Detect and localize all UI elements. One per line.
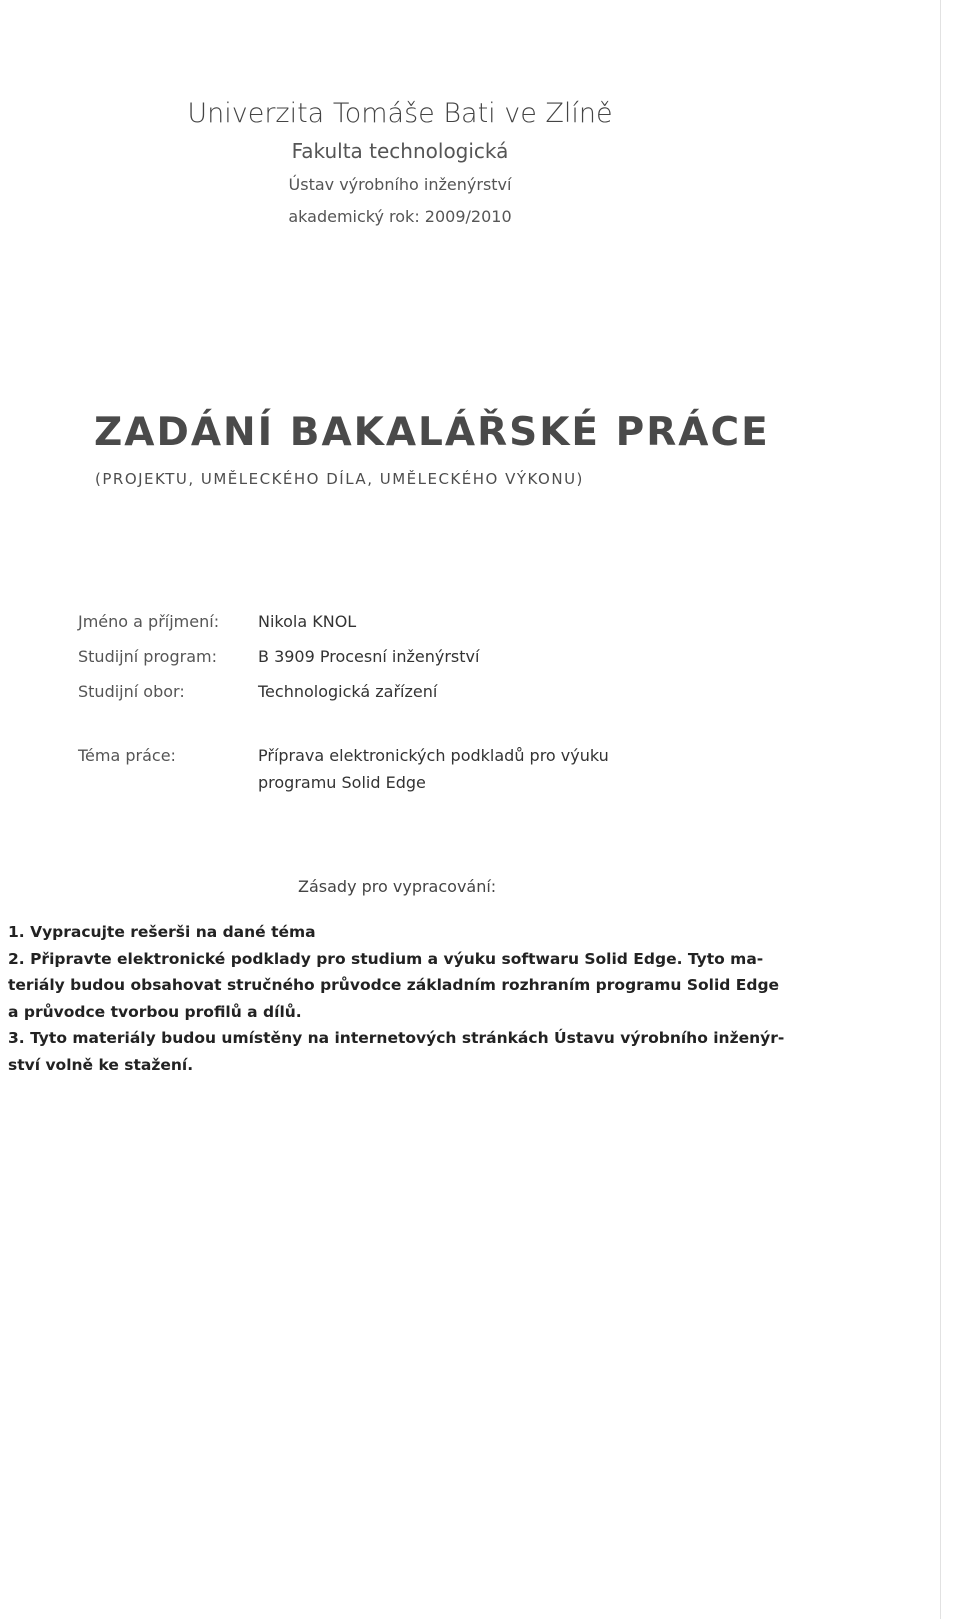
student-name-value: Nikola KNOL <box>258 612 357 631</box>
topic-label: Téma práce: <box>78 746 176 765</box>
principles-line: 2. Připravte elektronické podklady pro studium a výuku softwaru Solid Edge. Tyto ma- <box>8 949 764 968</box>
principles-line: a průvodce tvorbou profilů a dílů. <box>8 1002 302 1021</box>
principles-list <box>8 919 808 1078</box>
student-name-label: Jméno a příjmení: <box>78 612 220 631</box>
principles-line: ství volně ke stažení. <box>8 1055 194 1074</box>
study-program-value: B 3909 Procesní inženýrství <box>258 647 480 666</box>
principles-line: teriály budou obsahovat stručného průvodce základním rozhraním programu Solid Edge <box>8 976 780 994</box>
principles-heading: Zásady pro vypracování: <box>298 877 497 896</box>
study-field-value: Technologická zařízení <box>258 682 438 701</box>
document-header <box>120 100 680 225</box>
document-title: ZADÁNÍ BAKALÁŘSKÉ PRÁCE <box>94 410 770 455</box>
study-program-label: Studijní program: <box>78 647 217 666</box>
study-field-label: Studijní obor: <box>78 682 185 701</box>
principles-line: 1. Vypracujte rešerši na dané téma <box>8 923 316 941</box>
document-subtitle: (PROJEKTU, UMĚLECKÉHO DÍLA, UMĚLECKÉHO VÝKONU) <box>95 470 584 488</box>
faculty-name: Fakulta technologická <box>291 139 509 163</box>
institute-name: Ústav výrobního inženýrství <box>288 175 512 194</box>
page-edge-rule <box>940 0 941 1619</box>
university-name: Univerzita Tomáše Bati ve Zlíně <box>187 98 613 129</box>
topic-value-line2: programu Solid Edge <box>258 773 426 792</box>
academic-year: akademický rok: 2009/2010 <box>288 207 512 226</box>
topic-value-line1: Příprava elektronických podkladů pro výuku <box>258 746 609 765</box>
principles-line: 3. Tyto materiály budou umístěny na internetových stránkách Ústavu výrobního inženýr- <box>8 1029 785 1047</box>
